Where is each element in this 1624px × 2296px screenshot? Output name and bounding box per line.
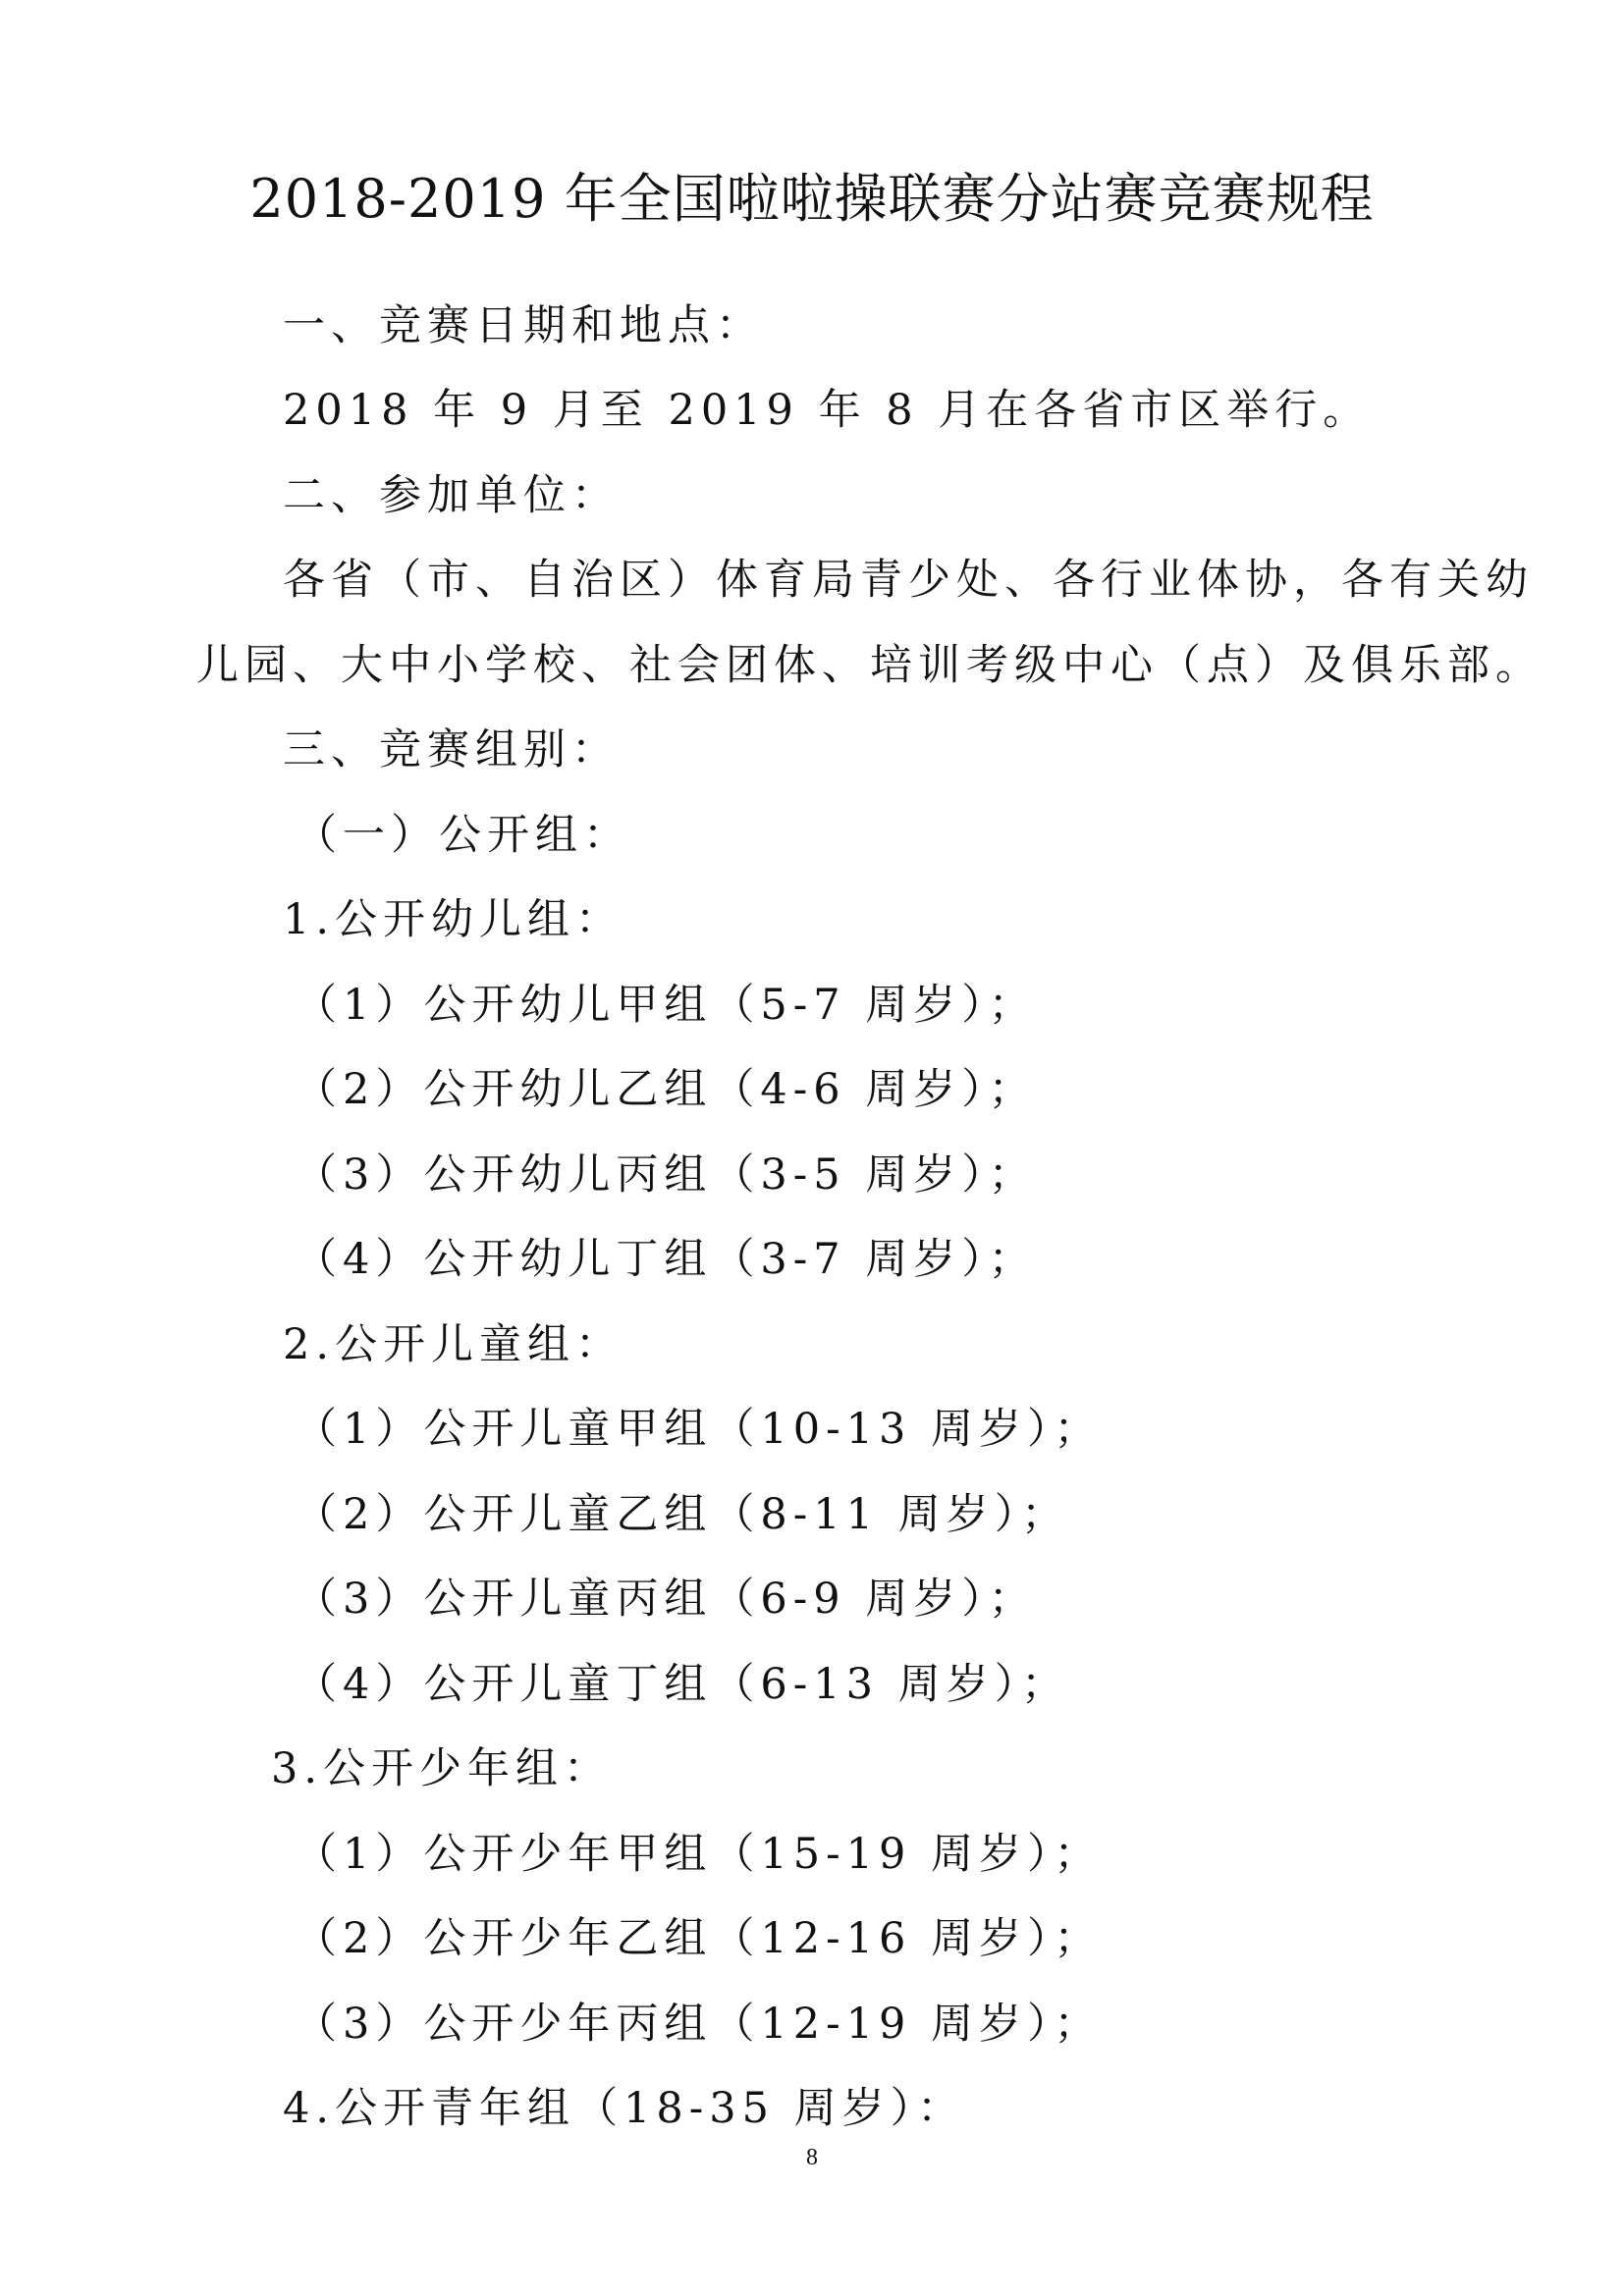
list-item: （4）公开幼儿丁组（3-7 周岁）；	[295, 1235, 1037, 1284]
paragraph-date-location: 2018 年 9 月至 2019 年 8 月在各省市区举行。	[283, 386, 1372, 435]
list-item: （1）公开少年甲组（15-19 周岁）；	[295, 1830, 1103, 1879]
page-number: 8	[806, 2145, 818, 2170]
list-item: （4）公开儿童丁组（6-13 周岁）；	[295, 1660, 1070, 1709]
list-item: （3）公开儿童丙组（6-9 周岁）；	[295, 1575, 1037, 1624]
document-title: 2018-2019 年全国啦啦操联赛分站赛竞赛规程	[249, 168, 1375, 230]
paragraph-participants-line-2: 儿园、大中小学校、社会团体、培训考级中心（点）及俱乐部。	[196, 641, 1543, 690]
list-item: （1）公开幼儿甲组（5-7 周岁）；	[295, 981, 1037, 1030]
paragraph-participants-line-1: 各省（市、自治区）体育局青少处、各行业体协，各有关幼	[283, 556, 1534, 605]
list-heading-open-children: 2.公开儿童组：	[283, 1320, 624, 1369]
section-heading-date-location: 一、竞赛日期和地点：	[283, 301, 764, 350]
list-item: （3）公开少年丙组（12-19 周岁）；	[295, 2000, 1103, 2049]
list-item: （2）公开少年乙组（12-16 周岁）；	[295, 1914, 1103, 1963]
list-item: （3）公开幼儿丙组（3-5 周岁）；	[295, 1150, 1037, 1200]
list-heading-open-youth: 4.公开青年组（18-35 周岁）：	[283, 2084, 966, 2133]
list-item: （2）公开幼儿乙组（4-6 周岁）；	[295, 1065, 1037, 1114]
section-heading-groups: 三、竞赛组别：	[283, 725, 620, 774]
list-heading-open-juvenile: 3.公开少年组：	[271, 1744, 613, 1793]
subheading-open-group: （一）公开组：	[295, 811, 631, 860]
list-heading-open-kindergarten: 1.公开幼儿组：	[283, 895, 624, 944]
list-item: （1）公开儿童甲组（10-13 周岁）；	[295, 1405, 1103, 1454]
list-item: （2）公开儿童乙组（8-11 周岁）；	[295, 1490, 1070, 1539]
section-heading-participants: 二、参加单位：	[283, 471, 620, 520]
